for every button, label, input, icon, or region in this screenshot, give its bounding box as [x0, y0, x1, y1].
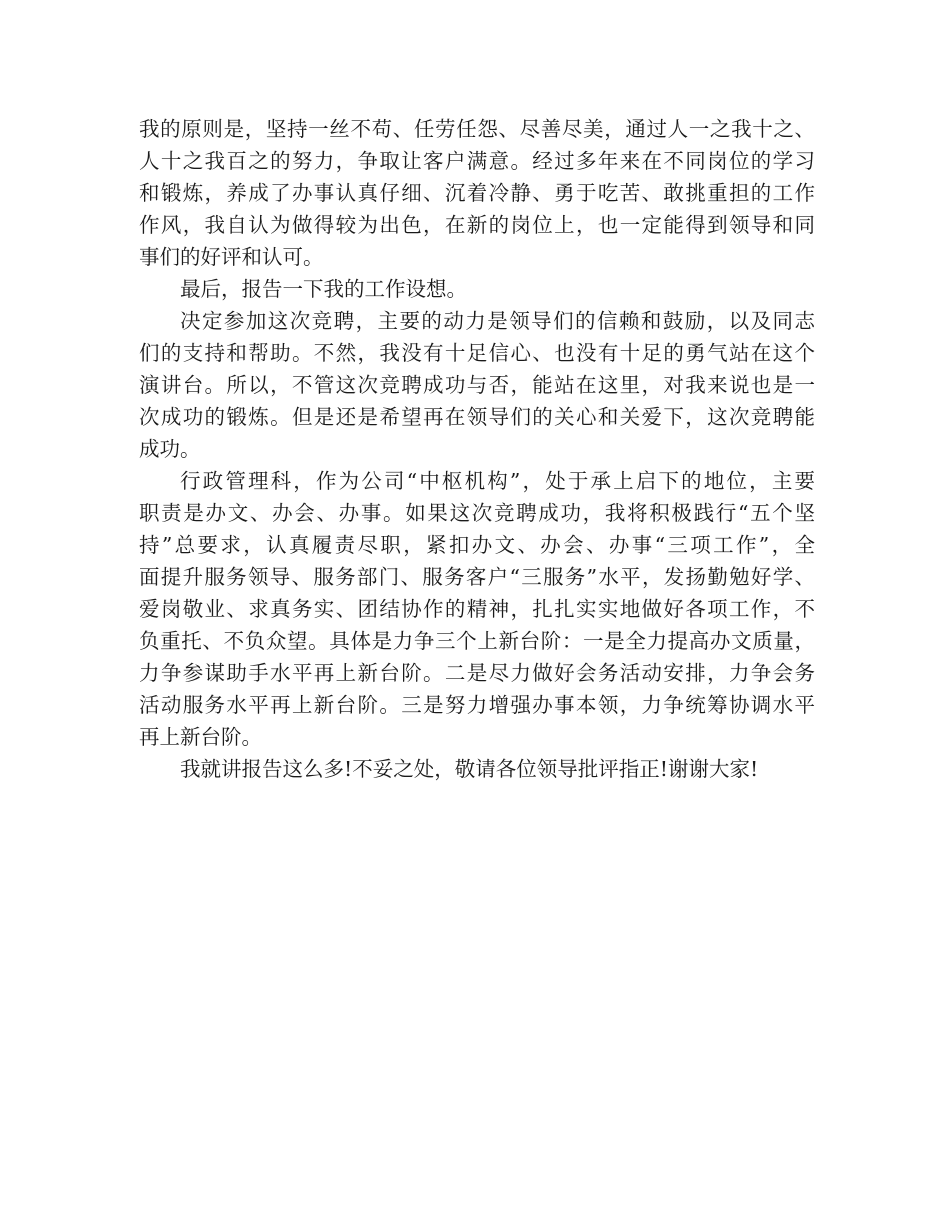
text-line: 作风，我自认为做得较为出色，在新的岗位上，也一定能得到领导和同	[139, 213, 815, 237]
text-line: 职责是办文、办会、办事。如果这次竞聘成功，我将积极践行“五个坚	[139, 501, 815, 525]
paragraph-motivation	[139, 305, 815, 465]
text-line: 和锻炼，养成了办事认真仔细、沉着冷静、勇于吃苦、敢挑重担的工作	[139, 181, 815, 205]
text-line: 活动服务水平再上新台阶。三是努力增强办事本领，力争统筹协调水平	[139, 693, 815, 717]
text-line: 次成功的锻炼。但是还是希望再在领导们的关心和关爱下，这次竞聘能	[139, 405, 815, 429]
text-line: 面提升服务领导、服务部门、服务客户“三服务”水平，发扬勤勉好学、	[139, 565, 815, 589]
text-line: 决定参加这次竞聘，主要的动力是领导们的信赖和鼓励，以及同志	[180, 309, 815, 333]
text-line: 人十之我百之的努力，争取让客户满意。经过多年来在不同岗位的学习	[139, 149, 815, 173]
paragraph-department-goals	[139, 465, 815, 753]
text-line: 我就讲报告这么多!不妥之处，敬请各位领导批评指正!谢谢大家!	[180, 757, 759, 781]
paragraph-work-plan-intro	[139, 273, 815, 305]
text-line: 们的支持和帮助。不然，我没有十足信心、也没有十足的勇气站在这个	[139, 341, 815, 365]
text-line: 爱岗敬业、求真务实、团结协作的精神，扎扎实实地做好各项工作，不	[139, 597, 815, 621]
text-line: 最后，报告一下我的工作设想。	[180, 277, 467, 301]
text-line: 事们的好评和认可。	[139, 245, 324, 269]
paragraph-principles	[139, 113, 815, 273]
text-line: 持”总要求，认真履责尽职，紧扣办文、办会、办事“三项工作”，全	[139, 533, 815, 557]
document-body	[139, 113, 815, 785]
paragraph-closing	[139, 753, 815, 785]
text-line: 成功。	[139, 437, 201, 461]
text-line: 再上新台阶。	[139, 725, 262, 749]
text-line: 我的原则是，坚持一丝不苟、任劳任怨、尽善尽美，通过人一之我十之、	[139, 117, 815, 141]
text-line: 演讲台。所以，不管这次竞聘成功与否，能站在这里，对我来说也是一	[139, 373, 815, 397]
text-line: 行政管理科，作为公司“中枢机构”，处于承上启下的地位，主要	[180, 469, 815, 493]
text-line: 负重托、不负众望。具体是力争三个上新台阶：一是全力提高办文质量，	[139, 629, 815, 653]
text-line: 力争参谋助手水平再上新台阶。二是尽力做好会务活动安排，力争会务	[139, 661, 815, 685]
